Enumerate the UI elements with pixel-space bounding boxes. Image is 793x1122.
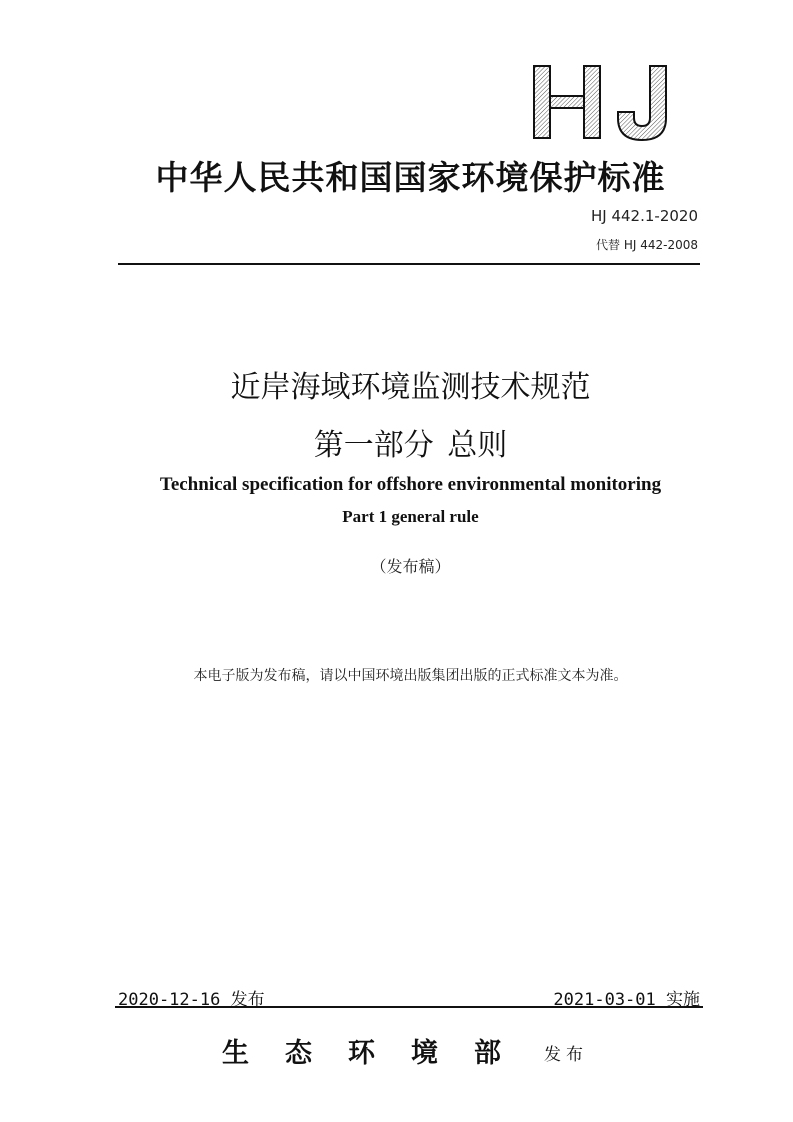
issuer-title: 中华人民共和国国家环境保护标准 <box>155 158 666 197</box>
publisher-name: 生态环境部 <box>222 1038 537 1069</box>
publisher-suffix: 发布 <box>544 1045 588 1065</box>
standard-code: HJ 442.1-2020 <box>591 207 698 225</box>
edition-notice: 本电子版为发布稿，请以中国环境出版集团出版的正式标准文本为准。 <box>193 668 628 684</box>
draft-note: （发布稿） <box>370 557 451 576</box>
document-title-en: Technical specification for offshore environmental monitoring <box>159 474 662 495</box>
hj-logo <box>528 62 678 142</box>
footer-divider <box>115 1006 703 1008</box>
header-divider <box>118 263 700 265</box>
document-part-en: Part 1 general rule <box>342 507 479 526</box>
issue-date: 2020-12-16 发布 <box>118 990 265 1010</box>
document-part-zh: 第一部分 总则 <box>313 428 508 463</box>
replaces-code: 代替 HJ 442-2008 <box>596 238 698 252</box>
document-title-zh: 近岸海域环境监测技术规范 <box>230 370 591 405</box>
implementation-date: 2021-03-01 实施 <box>553 990 700 1010</box>
